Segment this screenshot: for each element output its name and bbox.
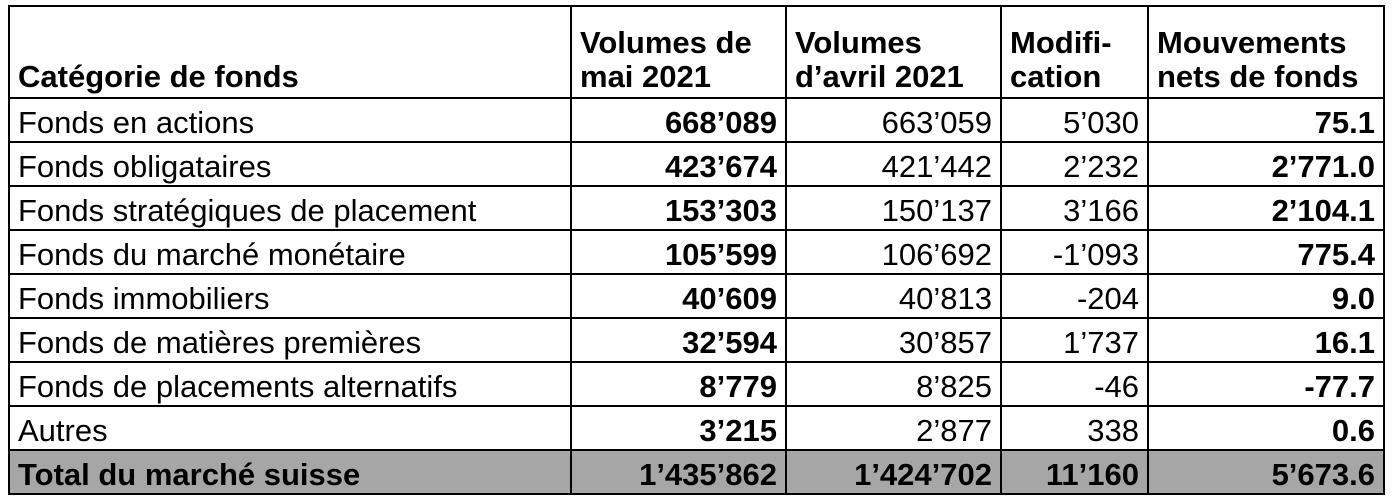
cell-net-flows: 2’771.0 — [1148, 142, 1384, 186]
cell-category: Fonds immobiliers — [9, 274, 571, 318]
cell-category: Fonds en actions — [9, 98, 571, 142]
cell-volume-may: 32’594 — [571, 318, 786, 362]
total-net-flows: 5’673.6 — [1148, 450, 1384, 494]
total-change: 11’160 — [1001, 450, 1148, 494]
cell-change: 338 — [1001, 406, 1148, 450]
cell-net-flows: 0.6 — [1148, 406, 1384, 450]
cell-category: Fonds obligataires — [9, 142, 571, 186]
cell-volume-may: 40’609 — [571, 274, 786, 318]
header-volume-may: Volumes de mai 2021 — [571, 6, 786, 98]
cell-net-flows: 75.1 — [1148, 98, 1384, 142]
cell-net-flows: 2’104.1 — [1148, 186, 1384, 230]
cell-volume-may: 3’215 — [571, 406, 786, 450]
cell-category: Fonds de placements alternatifs — [9, 362, 571, 406]
table-row — [9, 186, 1384, 230]
cell-change: -46 — [1001, 362, 1148, 406]
cell-net-flows: -77.7 — [1148, 362, 1384, 406]
total-volume-may: 1’435’862 — [571, 450, 786, 494]
table-row — [9, 274, 1384, 318]
header-net-flows: Mouvements nets de fonds — [1148, 6, 1384, 98]
cell-net-flows: 9.0 — [1148, 274, 1384, 318]
cell-volume-april: 421’442 — [786, 142, 1001, 186]
cell-category: Autres — [9, 406, 571, 450]
header-row — [9, 6, 1384, 98]
cell-volume-may: 8’779 — [571, 362, 786, 406]
cell-volume-may: 153’303 — [571, 186, 786, 230]
header-category: Catégorie de fonds — [9, 6, 571, 98]
cell-category: Fonds stratégiques de placement — [9, 186, 571, 230]
cell-volume-april: 30’857 — [786, 318, 1001, 362]
table-row — [9, 318, 1384, 362]
cell-volume-april: 40’813 — [786, 274, 1001, 318]
cell-volume-april: 150’137 — [786, 186, 1001, 230]
table-row — [9, 98, 1384, 142]
header-volume-april: Volumes d’avril 2021 — [786, 6, 1001, 98]
cell-volume-may: 105’599 — [571, 230, 786, 274]
total-category: Total du marché suisse — [9, 450, 571, 494]
cell-volume-april: 8’825 — [786, 362, 1001, 406]
cell-net-flows: 775.4 — [1148, 230, 1384, 274]
cell-change: 2’232 — [1001, 142, 1148, 186]
cell-volume-may: 668’089 — [571, 98, 786, 142]
header-change: Modifi-cation — [1001, 6, 1148, 98]
fund-volumes-table — [8, 5, 1385, 495]
cell-volume-may: 423’674 — [571, 142, 786, 186]
cell-change: 1’737 — [1001, 318, 1148, 362]
cell-volume-april: 663’059 — [786, 98, 1001, 142]
cell-change: 3’166 — [1001, 186, 1148, 230]
cell-volume-april: 2’877 — [786, 406, 1001, 450]
total-row — [9, 450, 1384, 494]
cell-volume-april: 106’692 — [786, 230, 1001, 274]
total-volume-april: 1’424’702 — [786, 450, 1001, 494]
cell-category: Fonds de matières premières — [9, 318, 571, 362]
cell-net-flows: 16.1 — [1148, 318, 1384, 362]
cell-change: 5’030 — [1001, 98, 1148, 142]
table-row — [9, 142, 1384, 186]
table-row — [9, 230, 1384, 274]
cell-change: -1’093 — [1001, 230, 1148, 274]
table-row — [9, 362, 1384, 406]
cell-change: -204 — [1001, 274, 1148, 318]
table-row — [9, 406, 1384, 450]
cell-category: Fonds du marché monétaire — [9, 230, 571, 274]
